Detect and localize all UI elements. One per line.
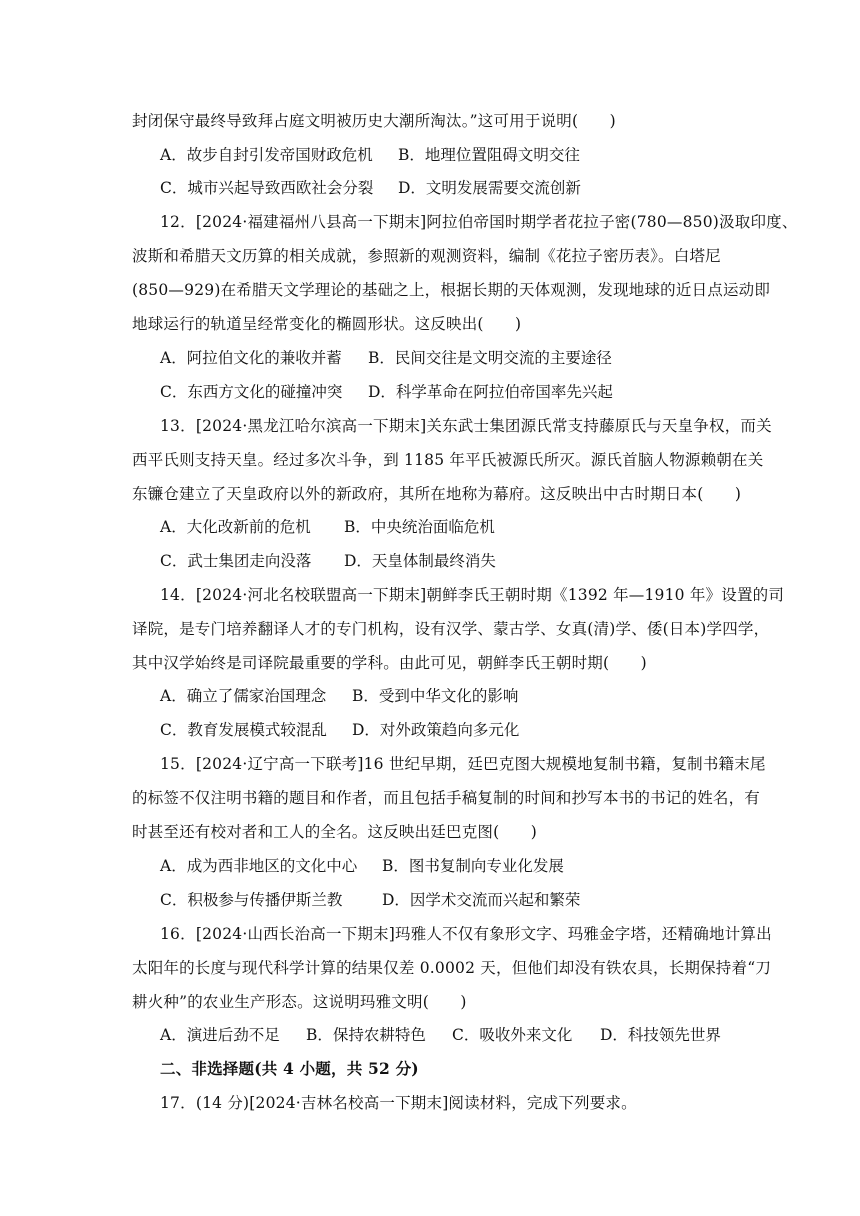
q15-option-b: B．图书复制向专业化发展 xyxy=(382,857,564,875)
q12-options-row-1 xyxy=(160,348,612,368)
q16-option-c: C．吸收外来文化 xyxy=(452,1026,573,1044)
q12-option-a: A．阿拉伯文化的兼收并蓄 xyxy=(160,349,342,367)
q14-option-c: C．教育发展模式较混乱 xyxy=(160,721,327,739)
q13-line-2: 西平氏则支持天皇。经过多次斗争，到 1185 年平氏被源氏所灭。源氏首脑人物源赖朝在关 xyxy=(132,451,764,469)
q11-options-row-1 xyxy=(160,145,580,165)
q16-option-b: B．保持农耕特色 xyxy=(306,1026,426,1044)
q12-option-c: C．东西方文化的碰撞冲突 xyxy=(160,383,343,401)
q14-option-d: D．对外政策趋向多元化 xyxy=(352,721,520,739)
q14-options-row-1 xyxy=(160,686,518,706)
q16-line-2: 太阳年的长度与现代科学计算的结果仅差 0.0002 天，但他们却没有铁农具，长期保持着“刀 xyxy=(132,959,772,977)
q13-option-d: D．天皇体制最终消失 xyxy=(344,552,496,570)
q11-option-d: D．文明发展需要交流创新 xyxy=(398,179,581,197)
q12-option-d: D．科学革命在阿拉伯帝国率先兴起 xyxy=(368,383,613,401)
q14-option-a: A．确立了儒家治国理念 xyxy=(160,687,327,705)
q17-line-1: 17．(14 分)[2024·吉林名校高一下期末]阅读材料，完成下列要求。 xyxy=(160,1094,637,1112)
q14-line-1: 14．[2024·河北名校联盟高一下期末]朝鲜李氏王朝时期《1392 年—1910 年》设置的司 xyxy=(160,586,785,604)
q15-options-row-1 xyxy=(160,856,564,876)
q16-option-d: D．科技领先世界 xyxy=(600,1026,721,1044)
q15-option-c: C．积极参与传播伊斯兰教 xyxy=(160,891,343,909)
q13-option-a: A．大化改新前的危机 xyxy=(160,518,311,536)
q16-line-1: 16．[2024·山西长治高一下期末]玛雅人不仅有象形文字、玛雅金字塔，还精确地计算出 xyxy=(160,925,772,943)
q16-options-row xyxy=(160,1025,721,1045)
q11-option-b: B．地理位置阻碍文明交往 xyxy=(398,146,580,164)
q16-line-3: 耕火种”的农业生产形态。这说明玛雅文明( ) xyxy=(132,993,467,1011)
q15-options-row-2 xyxy=(160,890,580,910)
q12-line-4: 地球运行的轨道呈经常变化的椭圆形状。这反映出( ) xyxy=(132,315,522,333)
q13-options-row-2 xyxy=(160,551,496,571)
q12-option-b: B．民间交往是文明交流的主要途径 xyxy=(368,349,612,367)
q15-line-1: 15．[2024·辽宁高一下联考]16 世纪早期，廷巴克图大规模地复制书籍，复制书籍末尾 xyxy=(160,755,766,773)
q11-stem-tail: 封闭保守最终导致拜占庭文明被历史大潮所淘汰。”这可用于说明( ) xyxy=(132,112,616,130)
q13-options-row-1 xyxy=(160,517,495,537)
q12-options-row-2 xyxy=(160,382,613,402)
q16-option-a: A．演进后劲不足 xyxy=(160,1026,280,1044)
section-heading-non-choice: 二、非选择题(共 4 小题，共 52 分) xyxy=(160,1059,419,1078)
q15-option-a: A．成为西非地区的文化中心 xyxy=(160,857,358,875)
q15-line-3: 时甚至还有校对者和工人的全名。这反映出廷巴克图( ) xyxy=(132,823,537,841)
q15-option-d: D．因学术交流而兴起和繁荣 xyxy=(382,891,581,909)
q13-line-1: 13．[2024·黑龙江哈尔滨高一下期末]关东武士集团源氏常支持藤原氏与天皇争权，而关 xyxy=(160,417,772,435)
q11-option-c: C．城市兴起导致西欧社会分裂 xyxy=(160,179,374,197)
q14-line-3: 其中汉学始终是司译院最重要的学科。由此可见，朝鲜李氏王朝时期( ) xyxy=(132,654,647,672)
q12-line-3: (850—929)在希腊天文学理论的基础之上，根据长期的天体观测，发现地球的近日点运动即 xyxy=(132,281,771,299)
q15-line-2: 的标签不仅注明书籍的题目和作者，而且包括手稿复制的时间和抄写本书的书记的姓名，有 xyxy=(132,789,761,807)
q14-option-b: B．受到中华文化的影响 xyxy=(352,687,519,705)
q11-option-a: A．故步自封引发帝国财政危机 xyxy=(160,146,373,164)
q14-options-row-2 xyxy=(160,720,519,740)
q13-line-3: 东镰仓建立了天皇政府以外的新政府，其所在地称为幕府。这反映出中古时期日本( ) xyxy=(132,485,742,503)
q14-line-2: 译院，是专门培养翻译人才的专门机构，设有汉学、蒙古学、女真(清)学、倭(日本)学四学， xyxy=(132,620,770,638)
q12-line-1: 12．[2024·福建福州八县高一下期末]阿拉伯帝国时期学者花拉子密(780—850)汲取印度、 xyxy=(160,213,798,231)
q11-options-row-2 xyxy=(160,178,581,198)
q13-option-b: B．中央统治面临危机 xyxy=(344,518,495,536)
q12-line-2: 波斯和希腊天文历算的相关成就，参照新的观测资料，编制《花拉子密历表》。白塔尼 xyxy=(132,247,721,265)
q13-option-c: C．武士集团走向没落 xyxy=(160,552,312,570)
